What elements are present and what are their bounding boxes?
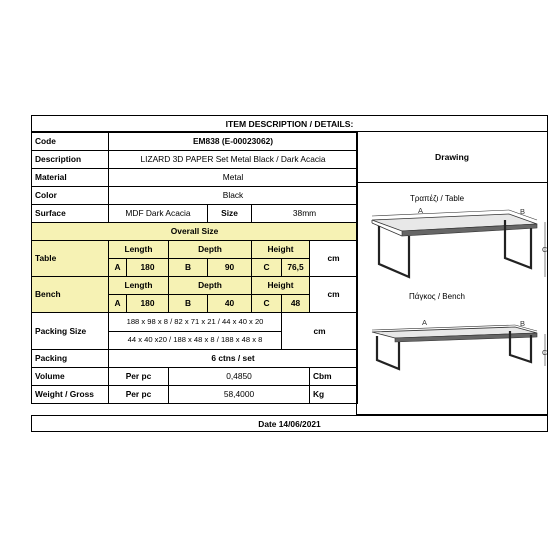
- table-caption: Τραπέζι / Table: [409, 194, 465, 203]
- table-c-key: C: [252, 259, 282, 277]
- overall-size-heading: Overall Size: [32, 223, 358, 241]
- table-dims-header-row: [32, 241, 358, 259]
- table-a-value: 180: [127, 259, 169, 277]
- bench-drawing: [372, 325, 545, 369]
- volume-label: Volume: [32, 368, 109, 386]
- color-row: [32, 187, 358, 205]
- drawings-svg: [357, 182, 547, 414]
- material-row: [32, 169, 358, 187]
- packing-size-label: Packing Size: [32, 313, 109, 350]
- weight-row: [32, 386, 358, 404]
- packing-label: Packing: [32, 350, 109, 368]
- table-a-key: A: [109, 259, 127, 277]
- packing-size-row-1: [32, 313, 358, 332]
- bench-depth-label: Depth: [169, 277, 252, 295]
- size-value: 38mm: [252, 205, 358, 223]
- code-row: [32, 133, 358, 151]
- bench-dim-b: B: [520, 319, 526, 328]
- code-value: EM838 (E-00023062): [109, 133, 358, 151]
- bench-height-label: Height: [252, 277, 310, 295]
- bench-c-value: 48: [282, 295, 310, 313]
- surface-value: MDF Dark Acacia: [109, 205, 208, 223]
- table-unit: cm: [310, 241, 358, 277]
- bench-length-label: Length: [109, 277, 169, 295]
- spec-table: [31, 132, 358, 404]
- volume-unit: Cbm: [310, 368, 358, 386]
- table-height-label: Height: [252, 241, 310, 259]
- bench-dim-a: A: [422, 318, 428, 327]
- color-value: Black: [109, 187, 358, 205]
- bench-label: Bench: [32, 277, 109, 313]
- table-b-key: B: [169, 259, 208, 277]
- table-depth-label: Depth: [169, 241, 252, 259]
- surface-label: Surface: [32, 205, 109, 223]
- table-dim-b: B: [520, 207, 526, 216]
- packing-row: [32, 350, 358, 368]
- bench-a-value: 180: [127, 295, 169, 313]
- table-dim-a: A: [418, 206, 424, 215]
- overall-size-row: [32, 223, 358, 241]
- bench-b-value: 40: [208, 295, 252, 313]
- table-length-label: Length: [109, 241, 169, 259]
- packing-value: 6 ctns / set: [109, 350, 358, 368]
- drawing-panel: [356, 132, 548, 415]
- description-value: LIZARD 3D PAPER Set Metal Black / Dark Acacia: [109, 151, 358, 169]
- drawing-heading: Drawing: [357, 132, 547, 183]
- bench-b-key: B: [169, 295, 208, 313]
- bench-dims-header-row: [32, 277, 358, 295]
- bench-dim-c: C: [542, 348, 547, 357]
- volume-per: Per pc: [109, 368, 169, 386]
- weight-unit: Kg: [310, 386, 358, 404]
- bench-unit: cm: [310, 277, 358, 313]
- material-value: Metal: [109, 169, 358, 187]
- volume-value: 0,4850: [169, 368, 310, 386]
- weight-per: Per pc: [109, 386, 169, 404]
- table-dim-c: C: [542, 245, 547, 254]
- bench-c-key: C: [252, 295, 282, 313]
- table-label: Table: [32, 241, 109, 277]
- material-label: Material: [32, 169, 109, 187]
- spec-sheet: [31, 115, 549, 432]
- date-footer: Date 14/06/2021: [31, 415, 548, 432]
- description-label: Description: [32, 151, 109, 169]
- description-row: [32, 151, 358, 169]
- size-label: Size: [208, 205, 252, 223]
- volume-row: [32, 368, 358, 386]
- color-label: Color: [32, 187, 109, 205]
- packing-size-line-2: 44 x 40 x20 / 188 x 48 x 8 / 188 x 48 x 8: [109, 331, 282, 350]
- table-drawing: [372, 210, 545, 277]
- code-label: Code: [32, 133, 109, 151]
- weight-value: 58,4000: [169, 386, 310, 404]
- table-b-value: 90: [208, 259, 252, 277]
- bench-caption: Πάγκος / Bench: [409, 292, 465, 301]
- bench-a-key: A: [109, 295, 127, 313]
- sheet-title: ITEM DESCRIPTION / DETAILS:: [31, 115, 548, 132]
- packing-size-unit: cm: [282, 313, 358, 350]
- surface-row: [32, 205, 358, 223]
- packing-size-line-1: 188 x 98 x 8 / 82 x 71 x 21 / 44 x 40 x 20: [109, 313, 282, 332]
- weight-label: Weight / Gross: [32, 386, 109, 404]
- table-c-value: 76,5: [282, 259, 310, 277]
